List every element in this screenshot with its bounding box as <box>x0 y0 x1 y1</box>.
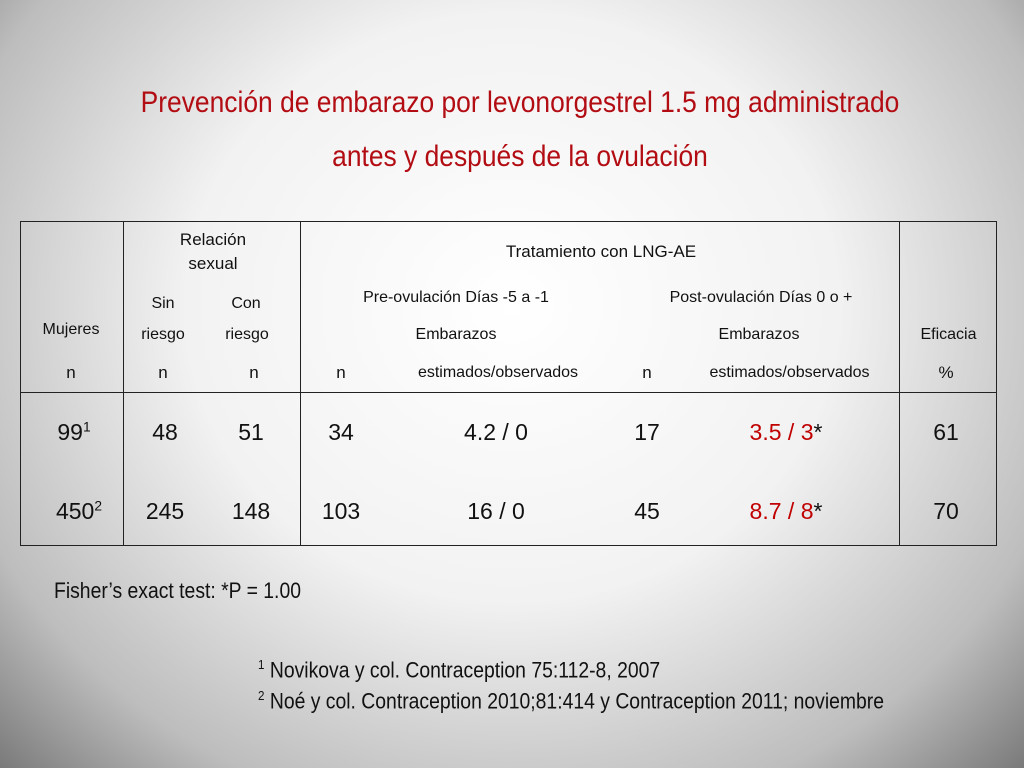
cell-sin-riesgo: 48 <box>152 419 178 445</box>
cell-eficacia: 70 <box>933 498 959 524</box>
table-divider <box>21 392 996 393</box>
header-con: Con <box>231 295 261 312</box>
page-title-line2: antes y después de la ovulación <box>332 140 708 173</box>
header-relacion-line1: Relación <box>179 230 247 249</box>
page-title-line1: Prevención de embarazo por levonorgestrel 1.5 mg administrado <box>140 86 900 119</box>
cell-mujeres-value: 99 <box>57 419 83 445</box>
header-mujeres: Mujeres <box>42 321 100 338</box>
table-divider <box>899 222 900 545</box>
header-n-sin: n <box>158 363 168 382</box>
reference-2-text: Noé y col. Contraception 2010;81:414 y Contraception 2011; noviembre <box>264 688 885 714</box>
cell-pre-embarazos: 16 / 0 <box>467 498 525 524</box>
cell-post-star: * <box>813 498 823 524</box>
results-table <box>20 221 997 546</box>
reference-1-number: 1 <box>258 657 265 672</box>
header-pre-ovulacion: Pre-ovulación Días -5 a -1 <box>363 289 549 306</box>
cell-pre-embarazos: 4.2 / 0 <box>464 419 528 445</box>
header-post-ovulacion: Post-ovulación Días 0 o + <box>669 289 853 306</box>
cell-post-embarazos <box>711 498 861 525</box>
cell-mujeres-ref: 1 <box>82 419 91 435</box>
header-embarazos-pre: Embarazos <box>415 326 497 343</box>
cell-post-n: 45 <box>634 498 660 524</box>
cell-mujeres <box>29 419 119 446</box>
header-n-post: n <box>642 363 652 382</box>
reference-1-text: Novikova y col. Contraception 75:112-8, 2007 <box>264 657 661 683</box>
fisher-note: Fisher’s exact test: *P = 1.00 <box>54 578 301 603</box>
header-eficacia: Eficacia <box>920 326 977 343</box>
cell-post-embarazos-value: 8.7 / 8 <box>749 498 814 524</box>
cell-sin-riesgo: 245 <box>145 498 185 524</box>
reference-1 <box>258 657 660 683</box>
header-n-con: n <box>249 363 259 382</box>
cell-mujeres-ref: 2 <box>94 498 103 514</box>
cell-pre-n: 103 <box>321 498 361 524</box>
cell-mujeres-value: 450 <box>55 498 95 524</box>
header-sin: Sin <box>151 295 175 312</box>
table-divider <box>123 222 124 545</box>
header-relacion <box>163 228 263 276</box>
header-embarazos-post: Embarazos <box>718 326 800 343</box>
header-est-obs-pre: estimados/observados <box>417 364 579 381</box>
cell-post-star: * <box>813 419 823 445</box>
cell-con-riesgo: 148 <box>231 498 271 524</box>
cell-post-embarazos-value: 3.5 / 3 <box>749 419 814 445</box>
header-n-mujeres: n <box>66 363 76 382</box>
cell-con-riesgo: 51 <box>238 419 264 445</box>
cell-post-n: 17 <box>634 419 660 445</box>
header-relacion-line2: sexual <box>188 254 238 273</box>
cell-mujeres <box>29 498 129 525</box>
table-divider <box>300 222 301 545</box>
header-est-obs-post: estimados/observados <box>709 364 870 381</box>
reference-2 <box>258 688 884 714</box>
cell-post-embarazos <box>711 419 861 446</box>
header-riesgo-sin: riesgo <box>141 326 185 343</box>
header-pct: % <box>938 363 954 382</box>
reference-2-number: 2 <box>258 688 265 703</box>
header-riesgo-con: riesgo <box>225 326 269 343</box>
cell-eficacia: 61 <box>933 419 959 445</box>
header-tratamiento: Tratamiento con LNG-AE <box>505 242 697 261</box>
cell-pre-n: 34 <box>328 419 354 445</box>
header-n-pre: n <box>336 363 346 382</box>
